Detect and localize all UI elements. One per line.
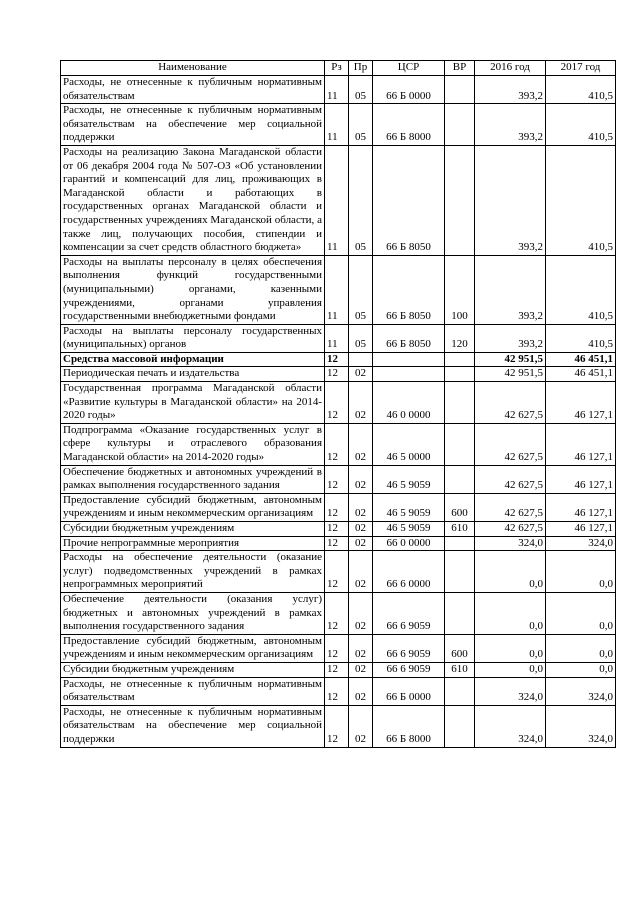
cell-csr: 66 Б 8000 — [373, 104, 445, 146]
cell-rz: 12 — [325, 352, 349, 367]
cell-vr: 610 — [445, 522, 475, 537]
cell-2016: 393,2 — [475, 104, 546, 146]
cell-name: Средства массовой информации — [61, 352, 325, 367]
cell-csr: 66 Б 8050 — [373, 255, 445, 324]
cell-2016: 393,2 — [475, 76, 546, 104]
cell-rz: 12 — [325, 536, 349, 551]
cell-pr: 02 — [349, 592, 373, 634]
table-row — [61, 423, 616, 465]
cell-csr: 66 Б 8050 — [373, 145, 445, 255]
cell-vr — [445, 705, 475, 747]
table-row — [61, 592, 616, 634]
table-row — [61, 104, 616, 146]
cell-2017: 46 127,1 — [546, 493, 616, 521]
cell-vr — [445, 382, 475, 424]
cell-name: Расходы, не отнесенные к публичным нормативным обязательствам на обеспечение мер социальной поддержки — [61, 104, 325, 146]
cell-csr: 46 5 0000 — [373, 423, 445, 465]
cell-pr: 02 — [349, 634, 373, 662]
cell-pr: 02 — [349, 522, 373, 537]
cell-pr: 02 — [349, 677, 373, 705]
cell-vr: 610 — [445, 662, 475, 677]
cell-name: Субсидии бюджетным учреждениям — [61, 662, 325, 677]
cell-vr: 120 — [445, 324, 475, 352]
cell-vr — [445, 145, 475, 255]
cell-vr — [445, 536, 475, 551]
cell-pr: 05 — [349, 76, 373, 104]
cell-pr: 05 — [349, 145, 373, 255]
cell-2016: 324,0 — [475, 705, 546, 747]
table-row — [61, 705, 616, 747]
table-row — [61, 367, 616, 382]
cell-rz: 11 — [325, 76, 349, 104]
cell-csr: 66 6 9059 — [373, 634, 445, 662]
cell-pr: 02 — [349, 536, 373, 551]
cell-name: Подпрограмма «Оказание государственных услуг в сфере культуры и отраслевого образования Магаданской области» на 2014-2020 годы» — [61, 423, 325, 465]
cell-name: Расходы на обеспечение деятельности (оказание услуг) подведомственных учреждений в рамках непрограммных мероприятий — [61, 551, 325, 593]
table-row — [61, 352, 616, 367]
cell-2017: 410,5 — [546, 145, 616, 255]
table-row — [61, 662, 616, 677]
table-row — [61, 634, 616, 662]
cell-2017: 0,0 — [546, 592, 616, 634]
cell-pr: 05 — [349, 324, 373, 352]
cell-name: Расходы на реализацию Закона Магаданской области от 06 декабря 2004 года № 507-ОЗ «Об установлении гарантий и компенсаций для лиц, проживающих в Магаданской области и работающих в государственных органах Магаданской области и государственных учреждениях Магаданской области, а также лиц, получающих пособия, стипендии и компенсации за счет средств областного бюджета» — [61, 145, 325, 255]
column-header-vr: ВР — [445, 61, 475, 76]
cell-2016: 42 627,5 — [475, 423, 546, 465]
cell-name: Расходы на выплаты персоналу государственных (муниципальных) органов — [61, 324, 325, 352]
cell-rz: 12 — [325, 382, 349, 424]
cell-2016: 0,0 — [475, 551, 546, 593]
cell-vr — [445, 465, 475, 493]
table-row — [61, 465, 616, 493]
cell-pr: 02 — [349, 465, 373, 493]
cell-csr: 46 5 9059 — [373, 522, 445, 537]
cell-pr: 05 — [349, 104, 373, 146]
cell-csr: 66 0 0000 — [373, 536, 445, 551]
cell-vr: 600 — [445, 634, 475, 662]
cell-2017: 324,0 — [546, 705, 616, 747]
cell-csr: 66 6 9059 — [373, 592, 445, 634]
cell-name: Государственная программа Магаданской области «Развитие культуры в Магаданской области» на 2014-2020 годы» — [61, 382, 325, 424]
cell-2017: 46 451,1 — [546, 367, 616, 382]
cell-pr: 02 — [349, 493, 373, 521]
table-row — [61, 382, 616, 424]
cell-2016: 0,0 — [475, 634, 546, 662]
cell-2016: 42 627,5 — [475, 493, 546, 521]
table-row — [61, 145, 616, 255]
cell-pr: 02 — [349, 662, 373, 677]
cell-name: Предоставление субсидий бюджетным, автономным учреждениям и иным некоммерческим организациям — [61, 634, 325, 662]
table-row — [61, 324, 616, 352]
cell-vr — [445, 592, 475, 634]
table-row — [61, 76, 616, 104]
cell-2016: 42 951,5 — [475, 367, 546, 382]
cell-2016: 324,0 — [475, 677, 546, 705]
cell-2016: 42 951,5 — [475, 352, 546, 367]
cell-vr: 600 — [445, 493, 475, 521]
cell-name: Расходы, не отнесенные к публичным нормативным обязательствам — [61, 677, 325, 705]
cell-csr — [373, 352, 445, 367]
cell-csr: 46 5 9059 — [373, 493, 445, 521]
table-row — [61, 522, 616, 537]
cell-vr — [445, 76, 475, 104]
cell-pr: 02 — [349, 423, 373, 465]
table-row — [61, 255, 616, 324]
cell-vr — [445, 104, 475, 146]
cell-rz: 12 — [325, 522, 349, 537]
cell-2016: 0,0 — [475, 592, 546, 634]
table-body — [61, 76, 616, 748]
cell-vr — [445, 423, 475, 465]
cell-2017: 46 127,1 — [546, 382, 616, 424]
cell-vr — [445, 551, 475, 593]
cell-2017: 324,0 — [546, 536, 616, 551]
cell-csr: 66 Б 0000 — [373, 677, 445, 705]
table-header-row — [61, 61, 616, 76]
cell-name: Расходы на выплаты персоналу в целях обеспечения выполнения функций государственными (муниципальными) органами, казенными учреждениями, органами управления государственными внебюджетными фондами — [61, 255, 325, 324]
cell-2017: 324,0 — [546, 677, 616, 705]
cell-name: Предоставление субсидий бюджетным, автономным учреждениям и иным некоммерческим организациям — [61, 493, 325, 521]
cell-name: Прочие непрограммные мероприятия — [61, 536, 325, 551]
table-row — [61, 536, 616, 551]
cell-vr — [445, 367, 475, 382]
column-header-rz: Рз — [325, 61, 349, 76]
cell-csr: 66 Б 8050 — [373, 324, 445, 352]
table-row — [61, 677, 616, 705]
cell-pr: 02 — [349, 367, 373, 382]
cell-2017: 410,5 — [546, 255, 616, 324]
cell-rz: 12 — [325, 465, 349, 493]
cell-name: Обеспечение бюджетных и автономных учреждений в рамках выполнения государственного задания — [61, 465, 325, 493]
column-header-2016: 2016 год — [475, 61, 546, 76]
cell-vr — [445, 677, 475, 705]
cell-rz: 12 — [325, 705, 349, 747]
cell-csr: 46 0 0000 — [373, 382, 445, 424]
cell-pr: 02 — [349, 705, 373, 747]
cell-2017: 46 451,1 — [546, 352, 616, 367]
cell-2017: 410,5 — [546, 324, 616, 352]
column-header-csr: ЦСР — [373, 61, 445, 76]
cell-rz: 12 — [325, 423, 349, 465]
cell-csr: 66 6 0000 — [373, 551, 445, 593]
cell-2016: 324,0 — [475, 536, 546, 551]
cell-rz: 12 — [325, 662, 349, 677]
cell-rz: 12 — [325, 592, 349, 634]
cell-2017: 0,0 — [546, 662, 616, 677]
cell-pr: 05 — [349, 255, 373, 324]
cell-2017: 410,5 — [546, 76, 616, 104]
cell-csr: 46 5 9059 — [373, 465, 445, 493]
cell-rz: 11 — [325, 104, 349, 146]
cell-2017: 410,5 — [546, 104, 616, 146]
cell-2017: 46 127,1 — [546, 423, 616, 465]
cell-rz: 11 — [325, 145, 349, 255]
cell-2017: 46 127,1 — [546, 465, 616, 493]
budget-table — [60, 60, 616, 748]
cell-vr: 100 — [445, 255, 475, 324]
column-header-2017: 2017 год — [546, 61, 616, 76]
cell-name: Расходы, не отнесенные к публичным нормативным обязательствам — [61, 76, 325, 104]
cell-rz: 12 — [325, 493, 349, 521]
cell-rz: 11 — [325, 255, 349, 324]
cell-name: Периодическая печать и издательства — [61, 367, 325, 382]
cell-2016: 393,2 — [475, 145, 546, 255]
cell-csr: 66 Б 0000 — [373, 76, 445, 104]
cell-2017: 46 127,1 — [546, 522, 616, 537]
budget-page — [60, 60, 615, 748]
cell-2016: 42 627,5 — [475, 522, 546, 537]
cell-2016: 393,2 — [475, 324, 546, 352]
cell-name: Субсидии бюджетным учреждениям — [61, 522, 325, 537]
cell-2016: 393,2 — [475, 255, 546, 324]
cell-rz: 12 — [325, 634, 349, 662]
cell-name: Расходы, не отнесенные к публичным нормативным обязательствам на обеспечение мер социальной поддержки — [61, 705, 325, 747]
cell-2016: 0,0 — [475, 662, 546, 677]
cell-rz: 12 — [325, 677, 349, 705]
column-header-pr: Пр — [349, 61, 373, 76]
cell-csr: 66 Б 8000 — [373, 705, 445, 747]
table-row — [61, 493, 616, 521]
cell-2016: 42 627,5 — [475, 465, 546, 493]
column-header-name: Наименование — [61, 61, 325, 76]
cell-2017: 0,0 — [546, 634, 616, 662]
cell-rz: 12 — [325, 367, 349, 382]
cell-rz: 12 — [325, 551, 349, 593]
cell-2017: 0,0 — [546, 551, 616, 593]
cell-pr: 02 — [349, 382, 373, 424]
cell-csr: 66 6 9059 — [373, 662, 445, 677]
cell-rz: 11 — [325, 324, 349, 352]
cell-vr — [445, 352, 475, 367]
cell-pr — [349, 352, 373, 367]
table-row — [61, 551, 616, 593]
cell-pr: 02 — [349, 551, 373, 593]
cell-csr — [373, 367, 445, 382]
cell-name: Обеспечение деятельности (оказания услуг) бюджетных и автономных учреждений в рамках выполнения государственного задания — [61, 592, 325, 634]
cell-2016: 42 627,5 — [475, 382, 546, 424]
